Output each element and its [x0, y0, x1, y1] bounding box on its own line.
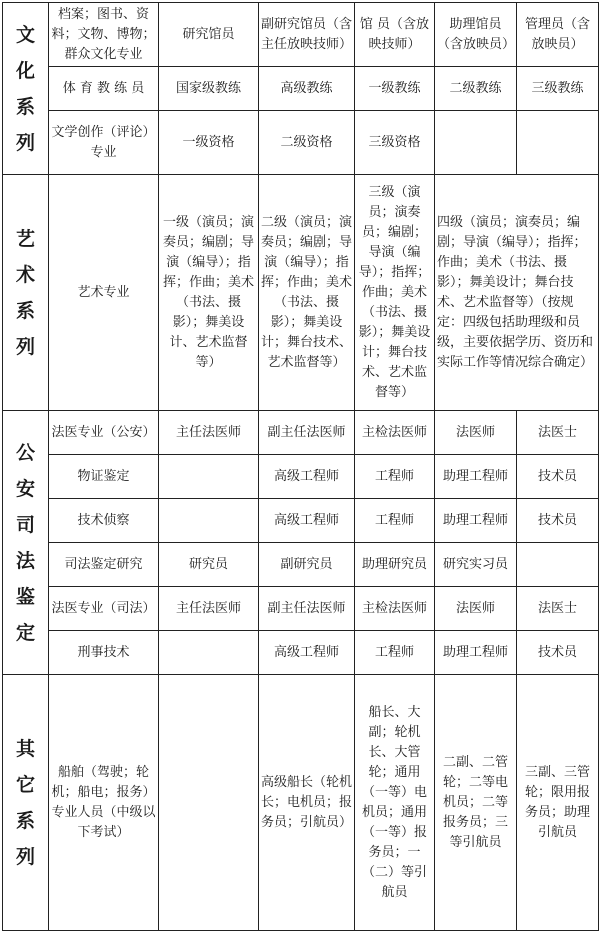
- table-row: [3, 67, 599, 111]
- title-cell-intermediate: 三级（演员；演奏员；编剧；导演（编导）；指挥；作曲；美术（书法、摄影）；舞美设计；舞台技术、艺术监督等）: [355, 175, 435, 411]
- title-cell-senior: 研究馆员: [159, 3, 259, 67]
- field-cell: 物证鉴定: [49, 455, 159, 499]
- title-cell-senior: 主任法医师: [159, 411, 259, 455]
- table-row: [3, 411, 599, 455]
- field-cell: 法医专业（公安）: [49, 411, 159, 455]
- title-cell-assistant: 法医师: [435, 411, 517, 455]
- title-cell-associate: 副研究员: [259, 543, 355, 587]
- title-cell-junior: 技术员: [517, 631, 599, 675]
- field-cell: 档案；图书、资料；文物、博物；群众文化专业: [49, 3, 159, 67]
- title-cell-associate: 二级资格: [259, 111, 355, 175]
- title-cell-junior: 技术员: [517, 455, 599, 499]
- field-cell: 技术侦察: [49, 499, 159, 543]
- title-cell-intermediate: 船长、大副；轮机长、大管轮；通用（一等）电机员；通用（一等）报务员；一（二）等引航员: [355, 675, 435, 931]
- table-row: [3, 543, 599, 587]
- title-cell-associate: 二级（演员；演奏员；编剧；导演（编导）；指挥；作曲；美术（书法、摄影）；舞美设计；舞台技术、艺术监督等）: [259, 175, 355, 411]
- title-cell-senior: 国家级教练: [159, 67, 259, 111]
- title-cell-intermediate: 助理研究员: [355, 543, 435, 587]
- field-cell: 法医专业（司法）: [49, 587, 159, 631]
- title-table: [2, 2, 599, 931]
- system-label-police-judicial: 公 安 司 法 鉴 定: [3, 411, 49, 675]
- system-label-other: 其 它 系 列: [3, 675, 49, 931]
- title-cell-intermediate: 工程师: [355, 499, 435, 543]
- title-cell-senior: 研究员: [159, 543, 259, 587]
- table-row: [3, 455, 599, 499]
- field-cell: 艺术专业: [49, 175, 159, 411]
- empty-cell: [517, 111, 599, 175]
- table-row: [3, 175, 599, 411]
- empty-cell: [159, 455, 259, 499]
- table-row: [3, 3, 599, 67]
- title-cell-intermediate: 工程师: [355, 631, 435, 675]
- field-cell: 船舶（驾驶；轮机；船电；报务）专业人员（中级以下考试）: [49, 675, 159, 931]
- title-cell-assistant: 研究实习员: [435, 543, 517, 587]
- title-cell-senior: 一级资格: [159, 111, 259, 175]
- title-cell-assistant: 法医师: [435, 587, 517, 631]
- field-cell: 文学创作（评论）专业: [49, 111, 159, 175]
- system-label-art: 艺 术 系 列: [3, 175, 49, 411]
- table-row: [3, 631, 599, 675]
- title-cell-associate: 高级船长（轮机长；电机员；报务员；引航员）: [259, 675, 355, 931]
- title-cell-senior: 一级（演员；演奏员；编剧；导演（编导）；指挥；作曲；美术（书法、摄影）；舞美设计、艺术监督等）: [159, 175, 259, 411]
- title-cell-assistant: 助理工程师: [435, 499, 517, 543]
- title-cell-associate: 副研究馆员（含主任放映技师）: [259, 3, 355, 67]
- title-cell-associate: 高级教练: [259, 67, 355, 111]
- table-row: [3, 111, 599, 175]
- title-cell-senior: 主任法医师: [159, 587, 259, 631]
- title-cell-fourth-level: 四级（演员；演奏员；编剧；导演（编导）；指挥；作曲；美术（书法、摄影）；舞美设计；舞台技术、艺术监督等）（按规定：四级包括助理级和员级，主要依据学历、资历和实际工作等情况综合确定）: [435, 175, 599, 411]
- title-cell-junior: 技术员: [517, 499, 599, 543]
- title-cell-assistant: 二副、二管轮；二等电机员；二等报务员；三等引航员: [435, 675, 517, 931]
- empty-cell: [159, 631, 259, 675]
- title-cell-junior: 管理员（含放映员）: [517, 3, 599, 67]
- title-cell-assistant: 助理馆员（含放映员）: [435, 3, 517, 67]
- empty-cell: [159, 675, 259, 931]
- title-cell-associate: 副主任法医师: [259, 411, 355, 455]
- title-cell-junior: 三副、三管轮；限用报务员；助理引航员: [517, 675, 599, 931]
- field-cell: 司法鉴定研究: [49, 543, 159, 587]
- system-label-culture: 文 化 系 列: [3, 3, 49, 175]
- title-cell-intermediate: 主检法医师: [355, 587, 435, 631]
- field-cell: 刑事技术: [49, 631, 159, 675]
- empty-cell: [159, 499, 259, 543]
- title-cell-junior: 法医士: [517, 411, 599, 455]
- field-cell: 体 育 教 练 员: [49, 67, 159, 111]
- table-row: [3, 675, 599, 931]
- title-cell-assistant: 二级教练: [435, 67, 517, 111]
- title-cell-associate: 高级工程师: [259, 499, 355, 543]
- table-row: [3, 587, 599, 631]
- empty-cell: [435, 111, 517, 175]
- title-cell-assistant: 助理工程师: [435, 631, 517, 675]
- title-cell-intermediate: 馆 员（含放映技师）: [355, 3, 435, 67]
- title-cell-associate: 副主任法医师: [259, 587, 355, 631]
- title-cell-intermediate: 一级教练: [355, 67, 435, 111]
- table-row: [3, 499, 599, 543]
- title-cell-associate: 高级工程师: [259, 455, 355, 499]
- empty-cell: [517, 543, 599, 587]
- title-cell-intermediate: 工程师: [355, 455, 435, 499]
- title-cell-intermediate: 三级资格: [355, 111, 435, 175]
- title-cell-associate: 高级工程师: [259, 631, 355, 675]
- title-cell-junior: 法医士: [517, 587, 599, 631]
- title-cell-assistant: 助理工程师: [435, 455, 517, 499]
- title-cell-intermediate: 主检法医师: [355, 411, 435, 455]
- title-cell-junior: 三级教练: [517, 67, 599, 111]
